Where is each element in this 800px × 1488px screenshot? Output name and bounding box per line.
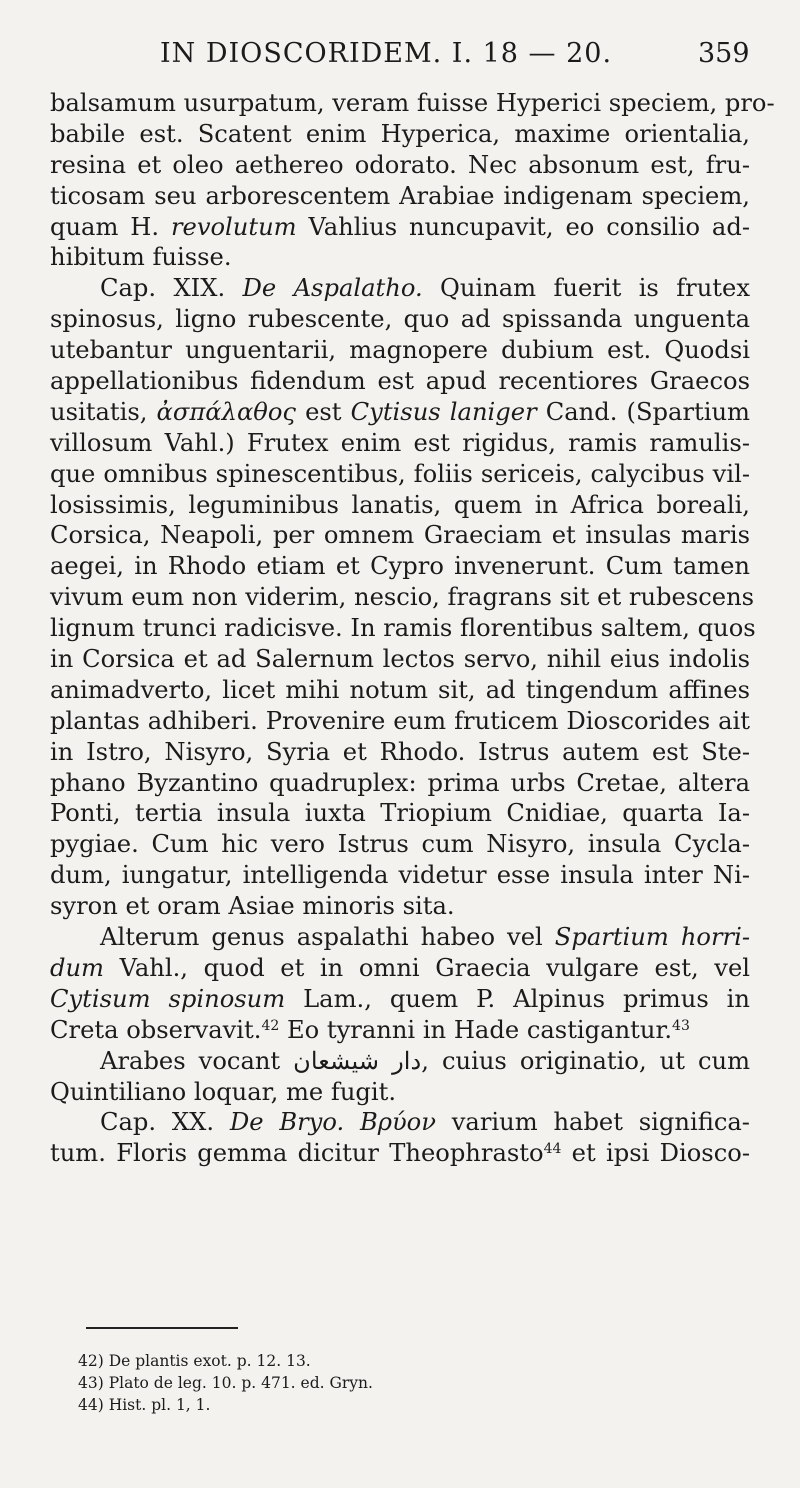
text-run: Cap. XX.	[100, 1108, 230, 1137]
body-text	[50, 88, 775, 1169]
text-line: losissimis, leguminibus lanatis, quem in Africa boreali,	[50, 490, 750, 519]
running-title: IN DIOSCORIDEM. I. 18 — 20.	[160, 38, 613, 69]
text-line: in Corsica et ad Salernum lectos servo, nihil eius indolis	[50, 645, 750, 674]
arabic-word: دار شيشعان	[293, 1046, 422, 1075]
text-line: Quintiliano loquar, me fugit.	[50, 1077, 397, 1106]
text-run: Creta observavit.	[50, 1015, 262, 1044]
text-line: babile est. Scatent enim Hyperica, maxime orientalia,	[50, 119, 750, 148]
text-line	[50, 1046, 750, 1077]
text-line: in Istro, Nisyro, Syria et Rhodo. Istrus autem est Ste-	[50, 737, 750, 766]
text-line: balsamum usurpatum, veram fuisse Hyperici speciem, pro-	[50, 89, 775, 117]
footnote-rule	[86, 1327, 238, 1329]
text-run: quam H.	[50, 212, 171, 241]
text-run: Cand. (Spartium	[536, 397, 750, 426]
text-line: dum, iungatur, intelligenda videtur esse insula inter Ni-	[50, 861, 750, 890]
page-number: 359	[698, 38, 750, 69]
text-run: Arabes vocant	[100, 1046, 294, 1075]
italic-run: Cytisum spinosum	[50, 984, 286, 1013]
text-run: Cap. XIX.	[100, 274, 243, 303]
text-run: Quinam fuerit is frutex	[422, 274, 750, 303]
italic-run: dum	[50, 953, 104, 982]
text-line	[50, 397, 750, 428]
footnote: 42) De plantis exot. p. 12. 13.	[78, 1352, 311, 1370]
text-line: phano Byzantino quadruplex: prima urbs Cretae, altera	[50, 768, 750, 797]
text-line	[50, 953, 750, 984]
text-line: appellationibus fidendum est apud recentiores Graecos	[50, 367, 750, 396]
text-run: Eo tyranni in Hade castigantur.	[279, 1015, 673, 1044]
text-line: spinosus, ligno rubescente, quo ad spissanda unguenta	[50, 305, 750, 334]
text-run: , cuius originatio, ut cum	[421, 1046, 750, 1075]
text-line	[50, 273, 750, 304]
italic-run: ἀσπάλαθος	[156, 397, 296, 426]
text-line	[50, 1015, 750, 1046]
running-header	[0, 38, 800, 78]
text-run	[344, 1108, 360, 1136]
italic-run: De Bryo.	[229, 1108, 345, 1137]
text-line: utebantur unguentarii, magnopere dubium est. Quodsi	[50, 336, 750, 365]
text-line: Ponti, tertia insula iuxta Triopium Cnidiae, quarta Ia-	[50, 799, 750, 828]
italic-run: revolutum	[170, 212, 297, 241]
text-run: usitatis,	[50, 397, 157, 426]
text-line: aegei, in Rhodo etiam et Cypro invenerunt. Cum tamen	[50, 552, 750, 581]
text-run: et ipsi Diosco-	[561, 1139, 750, 1168]
footnote-ref: 44	[543, 1141, 562, 1158]
italic-run: Cytisus laniger	[350, 397, 537, 426]
text-run: Vahlius nuncupavit, eo consilio ad-	[296, 212, 751, 241]
text-line: lignum trunci radicisve. In ramis florentibus saltem, quos	[50, 614, 756, 643]
footnotes	[78, 1350, 678, 1416]
text-line: vivum eum non viderim, nescio, fragrans sit et rubescens	[50, 583, 755, 612]
text-run: tum. Floris gemma dicitur Theophrasto	[50, 1139, 544, 1168]
text-line	[50, 984, 750, 1015]
text-run: Alterum genus aspalathi habeo vel	[100, 923, 555, 952]
text-line	[50, 1138, 750, 1169]
text-line: villosum Vahl.) Frutex enim est rigidus, ramis ramulis-	[50, 428, 750, 457]
greek-word: Βρύον	[359, 1108, 436, 1137]
text-run: Lam., quem P. Alpinus primus in	[285, 984, 750, 1013]
text-run: est	[295, 397, 351, 426]
text-line	[50, 212, 750, 243]
italic-run: De Aspalatho.	[242, 274, 423, 303]
footnote: 43) Plato de leg. 10. p. 471. ed. Gryn.	[78, 1374, 373, 1392]
footnote-ref: 42	[261, 1017, 280, 1034]
text-line: Corsica, Neapoli, per omnem Graeciam et insulas maris	[50, 521, 750, 550]
italic-run: Spartium horri-	[554, 923, 750, 952]
text-line: resina et oleo aethereo odorato. Nec absonum est, fru-	[50, 150, 750, 179]
text-line: ticosam seu arborescentem Arabiae indigenam speciem,	[50, 181, 750, 210]
text-run: varium habet significa-	[435, 1108, 750, 1137]
text-line: animadverto, licet mihi notum sit, ad tingendum affines	[50, 675, 750, 704]
text-line: hibitum fuisse.	[50, 243, 232, 272]
footnote: 44) Hist. pl. 1, 1.	[78, 1396, 211, 1414]
text-line: syron et oram Asiae minoris sita.	[50, 892, 455, 921]
text-line: plantas adhiberi. Provenire eum fruticem Dioscorides ait	[50, 706, 750, 735]
text-line: pygiae. Cum hic vero Istrus cum Nisyro, insula Cycla-	[50, 830, 750, 859]
text-line	[50, 922, 750, 953]
text-line: que omnibus spinescentibus, foliis sericeis, calycibus vil-	[50, 459, 750, 488]
text-run: Vahl., quod et in omni Graecia vulgare est, vel	[104, 953, 750, 982]
footnote-ref: 43	[672, 1017, 690, 1034]
text-line	[50, 1107, 750, 1138]
